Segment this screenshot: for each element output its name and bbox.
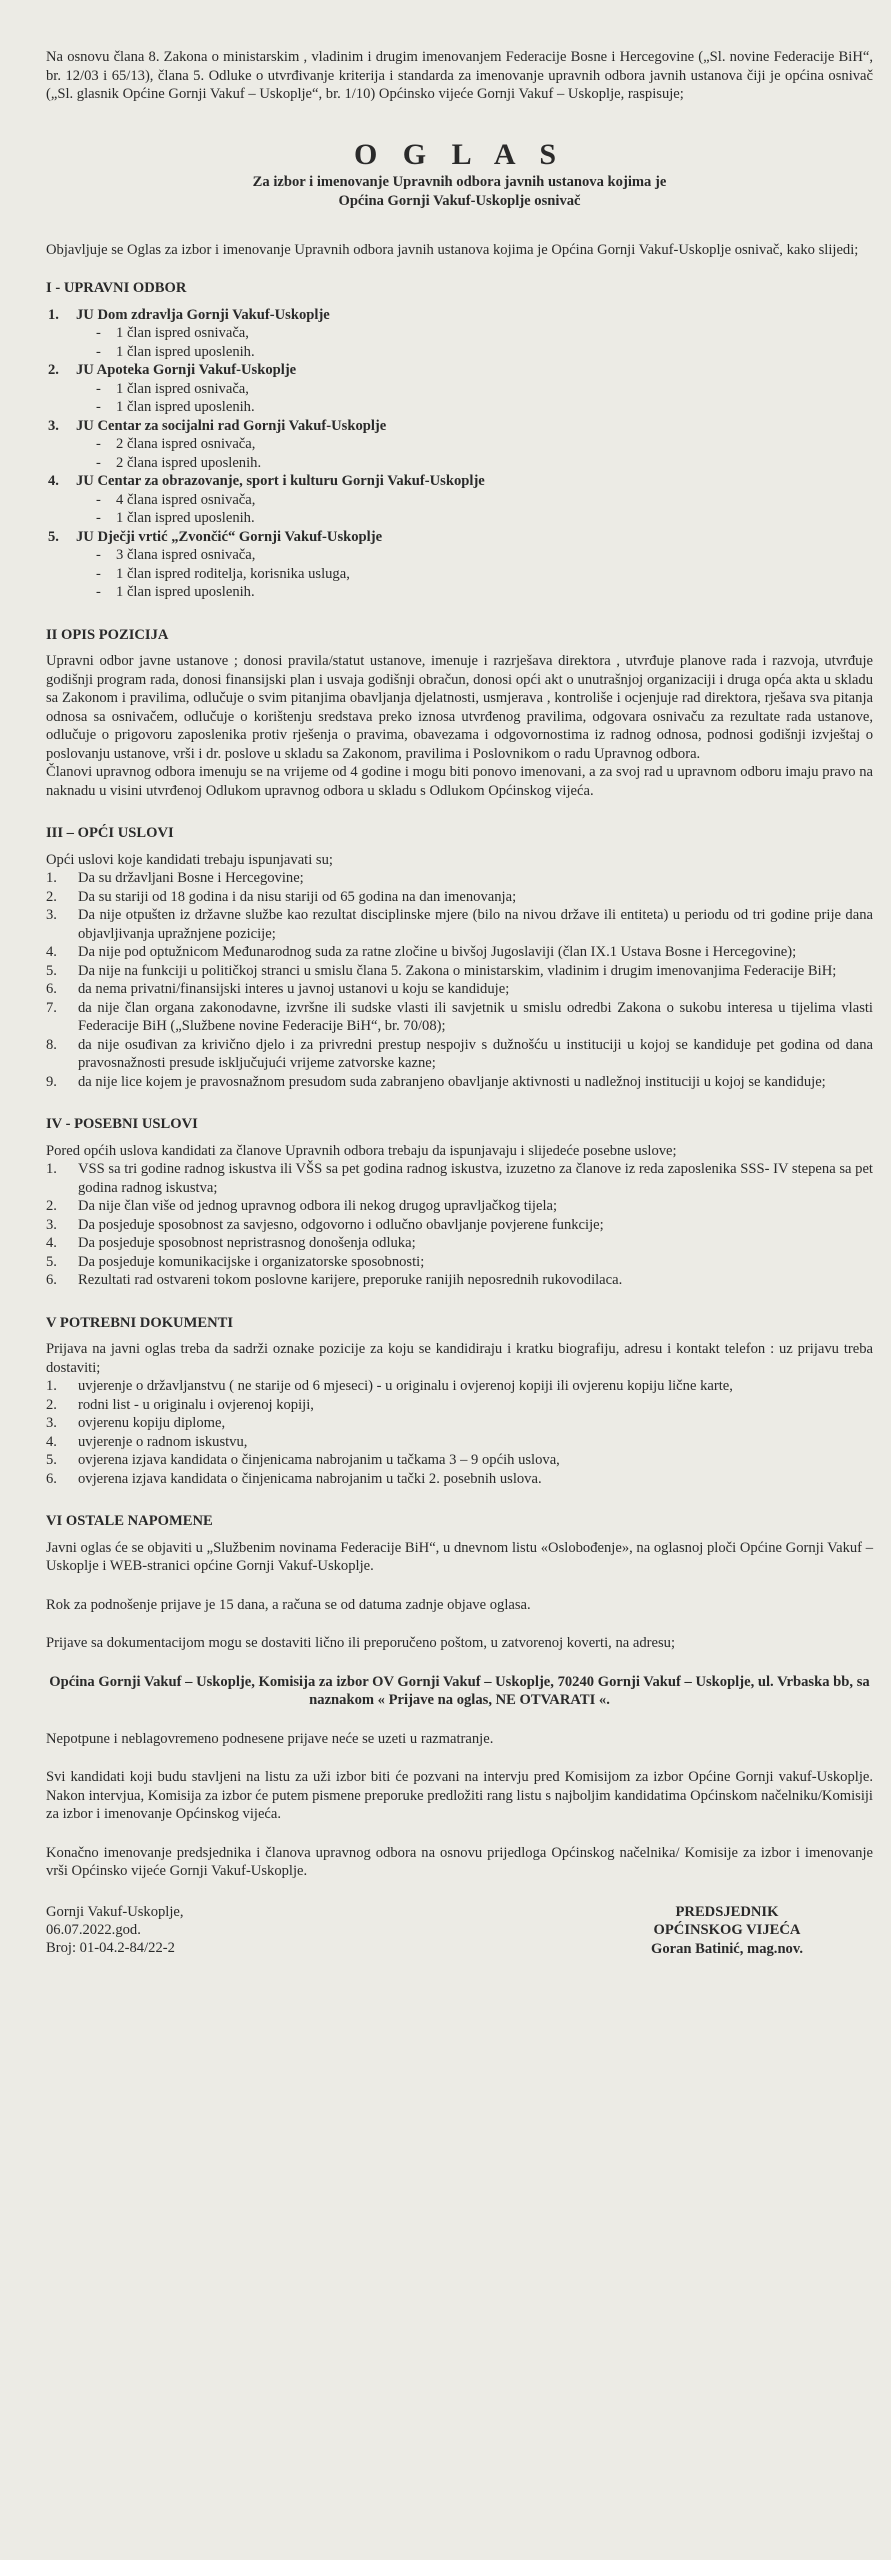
item-number: 1. <box>46 1161 57 1177</box>
section-heading-upravni-odbor: I - UPRAVNI ODBOR <box>46 280 187 296</box>
subtitle-line-1: Za izbor i imenovanje Upravnih odbora javnih ustanova kojima je <box>252 173 667 190</box>
item-number: 2. <box>46 1198 57 1214</box>
member-item: - 3 člana ispred osnivača, <box>76 546 873 565</box>
list-item <box>46 1271 873 1290</box>
item-text: uvjerenje o državljanstvu ( ne starije od 6 mjeseci) - u originalu i ovjerenoj kopiji ili ovjerenu kopiju lične karte, <box>78 1378 733 1394</box>
place-date-block <box>46 1903 184 1957</box>
member-item: - 2 člana ispred osnivača, <box>76 435 873 454</box>
item-text: Da nije član više od jednog upravnog odbora ili nekog drugog upravljačkog tijela; <box>78 1198 558 1214</box>
item-number: 1. <box>48 306 59 323</box>
item-number: 3. <box>48 417 59 434</box>
signatory-title-line-2: OPĆINSKOG VIJEĆA <box>653 1922 801 1938</box>
institution-list <box>46 306 873 602</box>
item-number: 3. <box>46 1415 57 1431</box>
general-conditions-list <box>46 869 873 1091</box>
item-number: 6. <box>46 1272 57 1288</box>
institution-name: JU Dom zdravlja Gornji Vakuf-Uskoplje <box>76 306 330 323</box>
item-text: VSS sa tri godine radnog iskustva ili VŠS sa pet godina radnog iskustva, izuzetno za članove iz reda zaposlenika SSS- IV stepena sa pet godina radnog iskustva; <box>78 1161 873 1196</box>
incomplete-applications-paragraph: Nepotpune i neblagovremeno podnesene prijave neće se uzeti u razmatranje. <box>46 1730 494 1747</box>
reference-number: Broj: 01-04.2-84/22-2 <box>46 1939 175 1956</box>
item-text: Da posjeduje komunikacijske i organizatorske sposobnosti; <box>78 1253 425 1270</box>
list-item <box>46 1234 873 1253</box>
list-item <box>46 1073 873 1092</box>
member-item: - 1 član ispred osnivača, <box>76 380 873 399</box>
item-number: 6. <box>46 1470 57 1487</box>
section-heading-posebni-uslovi: IV - POSEBNI USLOVI <box>46 1116 198 1132</box>
item-text: da nije član organa zakonodavne, izvršne ili sudske vlasti ili savjetnik u smislu odredbi Zakona o sukobu interesa u tijelima vlasti Federacije BiH („Službene novine Federacije BiH“, br. 70/08); <box>78 999 873 1034</box>
document-title: O G L A S <box>353 137 566 171</box>
list-item <box>46 1396 873 1415</box>
list-item <box>46 1036 873 1073</box>
member-item: - 1 član ispred osnivača, <box>76 324 873 343</box>
list-item <box>46 869 873 888</box>
list-item <box>46 1253 873 1272</box>
place: Gornji Vakuf-Uskoplje, <box>46 1903 184 1920</box>
member-item: - 1 član ispred uposlenih. <box>76 343 873 362</box>
item-text: da nije lice kojem je pravosnažnom presudom suda zabranjeno obavljanje aktivnosti u nadležnoj instituciji u kojoj se kandiduje; <box>78 1073 826 1090</box>
deadline-paragraph: Rok za podnošenje prijave je 15 dana, a računa se od datuma zadnje objave oglasa. <box>46 1596 531 1613</box>
general-conditions-lead: Opći uslovi koje kandidati trebaju ispunjavati su; <box>46 851 333 868</box>
institution-name: JU Centar za obrazovanje, sport i kulturu Gornji Vakuf-Uskoplje <box>76 473 485 489</box>
item-text: ovjerena izjava kandidata o činjenicama nabrojanim u tački 2. posebnih uslova. <box>78 1470 542 1487</box>
list-item <box>46 906 873 943</box>
item-text: Da nije pod optužnicom Međunarodnog suda za ratne zločine u bivšoj Jugoslaviji (član IX.1 Ustava Bosne i Hercegovine); <box>78 944 797 960</box>
institution-item <box>46 417 873 473</box>
list-item <box>46 1433 873 1452</box>
institution-name: JU Apoteka Gornji Vakuf-Uskoplje <box>76 362 297 378</box>
section-heading-opis-pozicija: II OPIS POZICIJA <box>46 626 169 643</box>
list-item <box>46 962 873 981</box>
list-item <box>46 1160 873 1197</box>
signature-block <box>46 1903 873 1959</box>
institution-item <box>46 528 873 602</box>
item-text: da nema privatni/finansijski interes u javnoj ustanovi u koju se kandiduje; <box>78 981 510 997</box>
item-number: 4. <box>46 1433 57 1450</box>
item-number: 2. <box>46 1396 57 1413</box>
item-text: rodni list - u originalu i ovjerenoj kopiji, <box>78 1396 314 1413</box>
item-text: Da su državljani Bosne i Hercegovine; <box>78 870 304 886</box>
item-number: 4. <box>46 1235 57 1251</box>
list-item <box>46 1197 873 1216</box>
institution-item <box>46 472 873 528</box>
item-text: Rezultati rad ostvareni tokom poslovne karijere, preporuke ranijih neposrednih rukovodilaca. <box>78 1272 623 1288</box>
item-text: Da posjeduje sposobnost za savjesno, odgovorno i odlučno obavljanje povjerene funkcije; <box>78 1216 604 1233</box>
item-number: 6. <box>46 981 57 997</box>
list-item <box>46 1377 873 1396</box>
institution-item <box>46 306 873 362</box>
term-paragraph: Članovi upravnog odbora imenuju se na vrijeme od 4 godine i mogu biti ponovo imenovani, a za svoj rad u upravnom odboru imaju pravo na naknadu u visini utvrđenoj Odlukom upravnog odbora u skladu s Odlukom Općinskog vijeća. <box>46 764 873 799</box>
member-item: - 1 član ispred roditelja, korisnika usluga, <box>76 565 873 584</box>
list-item <box>46 999 873 1036</box>
list-item <box>46 1216 873 1235</box>
special-conditions-lead: Pored općih uslova kandidati za članove Upravnih odbora trebaju da ispunjavaju i slijedeće posebne uslove; <box>46 1142 677 1159</box>
publication-paragraph: Javni oglas će se objaviti u „Službenim novinama Federacije BiH“, u dnevnom listu «Oslobođenje», na oglasnoj ploči Općine Gornji Vakuf – Uskoplje i WEB-stranici općine Gornji Vakuf-Uskoplje. <box>46 1539 873 1574</box>
submission-address: Općina Gornji Vakuf – Uskoplje, Komisija za izbor OV Gornji Vakuf – Uskoplje, 70240 Gornji Vakuf – Uskoplje, ul. Vrbaska bb, sa naznakom « Prijave na oglas, NE OTVARATI «. <box>49 1673 870 1708</box>
item-number: 2. <box>46 888 57 905</box>
item-number: 5. <box>48 528 59 545</box>
item-number: 5. <box>46 962 57 979</box>
member-item: - 4 člana ispred osnivača, <box>76 491 873 510</box>
duties-paragraph: Upravni odbor javne ustanove ; donosi pravila/statut ustanove, imenuje i razrješava direktora , utvrđuje planove rada i razvoja, utvrđuje godišnji program rada, donosi finansijski plan i usvaja godišnji obračun, donosi opći akt o unutrašnjoj organizaciji i druga opća akta u skladu sa Zakonom i pravilima, odlučuje o svim pitanjima obavljanja djelatnosti, usmjerava , kontroliše i ocjenjuje rad direktora, rješava sva pitanja odnosa sa osnivačem, odlučuje o korištenju sredstava preko iznosa utvrđenog pravilima, odgovara osnivaču za rezultate rada ustanove, odlučuje o prigovoru zaposlenika protiv rješenja o pravima, obavezama i odgovornostima iz radnog odnosa, podnosi godišnji izvještaj o poslovanju ustanove, vrši i dr. poslove u skladu sa Zakonom, pravilima i Poslovnikom o radu Upravnog odbora. <box>46 653 873 762</box>
item-text: Da nije na funkciji u političkoj stranci u smislu člana 5. Zakona o ministarskim, vladinim i drugim imenovanjima Federacije BiH; <box>78 962 837 979</box>
institution-name: JU Dječji vrtić „Zvončić“ Gornji Vakuf-Uskoplje <box>76 528 383 545</box>
signatory <box>651 1903 803 1959</box>
section-heading-ostale-napomene: VI OSTALE NAPOMENE <box>46 1513 213 1529</box>
member-item: - 2 člana ispred uposlenih. <box>76 454 873 473</box>
signatory-name: Goran Batinić, mag.nov. <box>650 1940 803 1957</box>
documents-lead: Prijava na javni oglas treba da sadrži oznake pozicije za koju se kandidiraju i kratku biografiju, adresu i kontakt telefon : uz prijavu treba dostaviti; <box>46 1341 873 1376</box>
item-number: 3. <box>46 1216 57 1233</box>
list-item <box>46 1414 873 1433</box>
item-number: 1. <box>46 870 57 886</box>
list-item <box>46 1451 873 1470</box>
item-number: 5. <box>46 1253 57 1270</box>
subtitle-line-2: Općina Gornji Vakuf-Uskoplje osnivač <box>338 192 581 209</box>
item-number: 1. <box>46 1378 57 1394</box>
list-item <box>46 1470 873 1489</box>
item-text: Da nije otpušten iz državne službe kao rezultat disciplinske mjere (bilo na nivou države ili entiteta) u periodu od tri godine prije dana objavljivanja upražnjene pozicije; <box>78 907 873 942</box>
item-number: 2. <box>48 362 59 378</box>
item-number: 4. <box>46 944 57 960</box>
member-item: - 1 član ispred uposlenih. <box>76 398 873 417</box>
submission-paragraph: Prijave sa dokumentacijom mogu se dostaviti lično ili preporučeno poštom, u zatvorenoj koverti, na adresu; <box>46 1635 676 1651</box>
item-number: 3. <box>46 907 57 923</box>
institution-item <box>46 361 873 417</box>
lead-paragraph: Objavljuje se Oglas za izbor i imenovanje Upravnih odbora javnih ustanova kojima je Općina Gornji Vakuf-Uskoplje osnivač, kako slijedi; <box>46 241 859 258</box>
list-item <box>46 980 873 999</box>
intro-paragraph: Na osnovu člana 8. Zakona o ministarskim , vladinim i drugim imenovanjem Federacije Bosne i Hercegovine („Sl. novine Federacije BiH“, br. 12/03 i 65/13), člana 5. Odluke o utvrđivanje kriterija i standarda za imenovanje upravnih odbora javnih ustanova čiji je općina osnivač („Sl. glasnik Općine Gornji Vakuf – Uskoplje“, br. 1/10) Općinsko vijeće Gornji Vakuf – Uskoplje, raspisuje; <box>46 49 873 102</box>
item-number: 8. <box>46 1036 57 1053</box>
section-heading-opci-uslovi: III – OPĆI USLOVI <box>46 825 174 841</box>
date: 06.07.2022.god. <box>46 1921 141 1938</box>
institution-name: JU Centar za socijalni rad Gornji Vakuf-Uskoplje <box>76 417 387 434</box>
item-number: 5. <box>46 1452 57 1468</box>
list-item <box>46 943 873 962</box>
item-number: 9. <box>46 1073 57 1090</box>
item-text: ovjerenu kopiju diplome, <box>78 1415 226 1431</box>
item-number: 7. <box>46 999 57 1016</box>
member-item: - 1 član ispred uposlenih. <box>76 583 873 602</box>
section-heading-potrebni-dokumenti: V POTREBNI DOKUMENTI <box>46 1314 234 1331</box>
item-text: da nije osuđivan za krivično djelo i za privredni prestup nespojiv s dužnošću u instituciji u kojoj se kandiduje pet godina od dana pravosnažnosti presude isključujući vrijeme zatvorske kazne; <box>78 1036 873 1071</box>
documents-list <box>46 1377 873 1488</box>
signatory-title-line-1: PREDSJEDNIK <box>675 1903 779 1920</box>
item-text: ovjerena izjava kandidata o činjenicama nabrojanim u tačkama 3 – 9 općih uslova, <box>78 1452 560 1468</box>
list-item <box>46 888 873 907</box>
item-text: Da su stariji od 18 godina i da nisu stariji od 65 godina na dan imenovanja; <box>78 888 517 905</box>
item-text: uvjerenje o radnom iskustvu, <box>78 1433 248 1450</box>
final-appointment-paragraph: Konačno imenovanje predsjednika i članova upravnog odbora na osnovu prijedloga Općinskog načelnika/ Komisije za izbor i imenovanje vrši Općinsko vijeće Gornji Vakuf-Uskoplje. <box>46 1844 873 1879</box>
item-number: 4. <box>48 473 59 489</box>
member-item: - 1 član ispred uposlenih. <box>76 509 873 528</box>
special-conditions-list <box>46 1160 873 1290</box>
item-text: Da posjeduje sposobnost nepristrasnog donošenja odluka; <box>78 1235 416 1251</box>
interview-paragraph: Svi kandidati koji budu stavljeni na listu za uži izbor biti će pozvani na intervju pred Komisijom za izbor Općine Gornji vakuf-Uskoplje. Nakon intervjua, Komisija za izbor će putem pismene preporuke predložiti rang listu s najboljim kandidatima Općinskom načelniku/Komisiji za izbor i imenovanje Općinskog vijeća. <box>46 1769 873 1822</box>
